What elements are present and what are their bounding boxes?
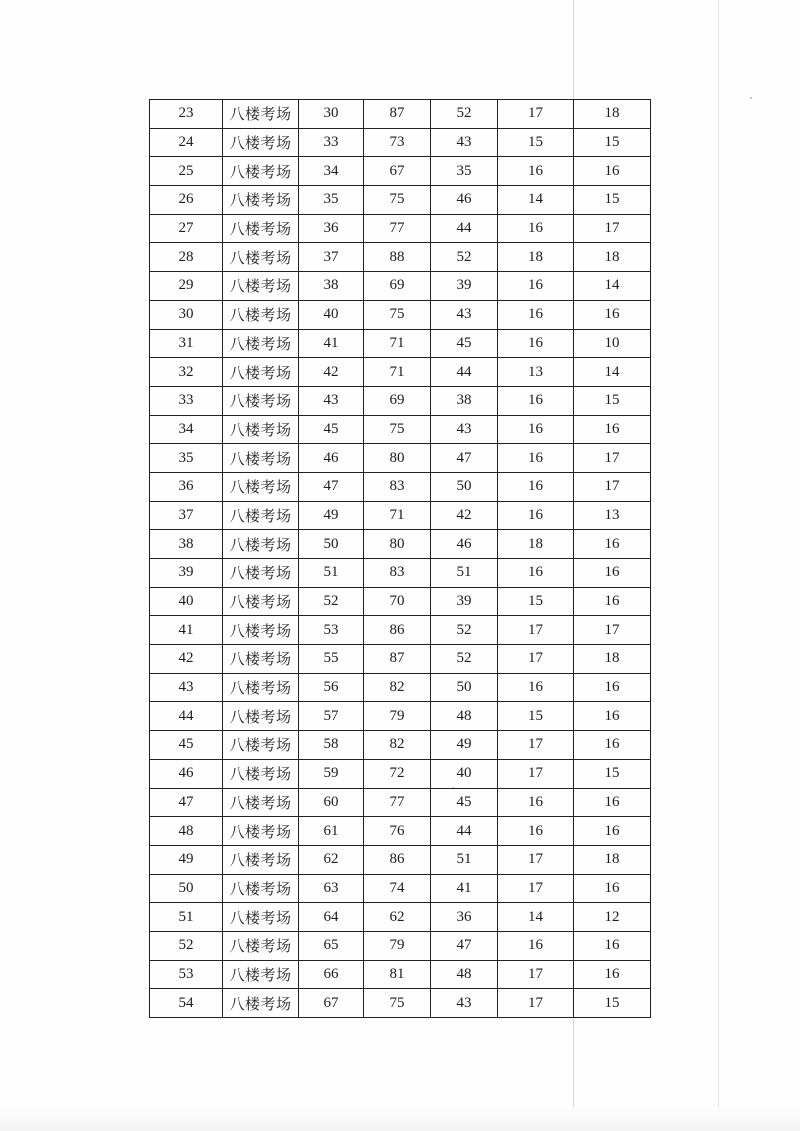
seat-number-cell: 35 [299, 186, 364, 215]
table-row [150, 903, 651, 932]
score-1-cell: 52 [431, 645, 498, 674]
total-score-cell: 73 [364, 128, 431, 157]
score-3-cell: 16 [574, 157, 651, 186]
total-score-cell: 71 [364, 329, 431, 358]
score-table [149, 99, 651, 1018]
row-number-cell: 46 [150, 759, 223, 788]
score-2-cell: 17 [498, 960, 574, 989]
seat-number-cell: 61 [299, 817, 364, 846]
score-2-cell: 15 [498, 128, 574, 157]
table-row [150, 702, 651, 731]
score-1-cell: 35 [431, 157, 498, 186]
score-1-cell: 44 [431, 817, 498, 846]
venue-cell: 八楼考场 [223, 559, 299, 588]
venue-cell: 八楼考场 [223, 472, 299, 501]
score-1-cell: 45 [431, 788, 498, 817]
total-score-cell: 83 [364, 472, 431, 501]
row-number-cell: 48 [150, 817, 223, 846]
total-score-cell: 79 [364, 931, 431, 960]
score-2-cell: 16 [498, 817, 574, 846]
score-1-cell: 38 [431, 386, 498, 415]
table-row [150, 186, 651, 215]
score-2-cell: 16 [498, 272, 574, 301]
score-1-cell: 50 [431, 673, 498, 702]
row-number-cell: 54 [150, 989, 223, 1018]
score-1-cell: 51 [431, 559, 498, 588]
score-3-cell: 15 [574, 759, 651, 788]
score-2-cell: 15 [498, 587, 574, 616]
table-row [150, 157, 651, 186]
row-number-cell: 39 [150, 559, 223, 588]
total-score-cell: 80 [364, 444, 431, 473]
total-score-cell: 75 [364, 415, 431, 444]
score-1-cell: 36 [431, 903, 498, 932]
row-number-cell: 41 [150, 616, 223, 645]
table-row [150, 874, 651, 903]
venue-cell: 八楼考场 [223, 100, 299, 129]
table-row [150, 759, 651, 788]
score-2-cell: 17 [498, 100, 574, 129]
score-1-cell: 42 [431, 501, 498, 530]
total-score-cell: 83 [364, 559, 431, 588]
total-score-cell: 87 [364, 100, 431, 129]
venue-cell: 八楼考场 [223, 731, 299, 760]
seat-number-cell: 49 [299, 501, 364, 530]
total-score-cell: 69 [364, 386, 431, 415]
score-3-cell: 13 [574, 501, 651, 530]
table-row [150, 501, 651, 530]
score-2-cell: 18 [498, 530, 574, 559]
seat-number-cell: 56 [299, 673, 364, 702]
venue-cell: 八楼考场 [223, 960, 299, 989]
score-1-cell: 43 [431, 300, 498, 329]
total-score-cell: 75 [364, 989, 431, 1018]
score-1-cell: 45 [431, 329, 498, 358]
venue-cell: 八楼考场 [223, 358, 299, 387]
score-2-cell: 16 [498, 214, 574, 243]
score-2-cell: 18 [498, 243, 574, 272]
row-number-cell: 53 [150, 960, 223, 989]
total-score-cell: 77 [364, 214, 431, 243]
venue-cell: 八楼考场 [223, 300, 299, 329]
score-2-cell: 17 [498, 759, 574, 788]
seat-number-cell: 53 [299, 616, 364, 645]
total-score-cell: 81 [364, 960, 431, 989]
score-2-cell: 16 [498, 931, 574, 960]
row-number-cell: 40 [150, 587, 223, 616]
seat-number-cell: 52 [299, 587, 364, 616]
venue-cell: 八楼考场 [223, 214, 299, 243]
score-3-cell: 18 [574, 100, 651, 129]
score-3-cell: 16 [574, 931, 651, 960]
total-score-cell: 82 [364, 731, 431, 760]
score-3-cell: 16 [574, 530, 651, 559]
score-1-cell: 43 [431, 415, 498, 444]
row-number-cell: 33 [150, 386, 223, 415]
table-row [150, 243, 651, 272]
score-3-cell: 17 [574, 616, 651, 645]
venue-cell: 八楼考场 [223, 587, 299, 616]
score-1-cell: 44 [431, 214, 498, 243]
score-2-cell: 13 [498, 358, 574, 387]
score-3-cell: 17 [574, 444, 651, 473]
score-2-cell: 14 [498, 903, 574, 932]
row-number-cell: 23 [150, 100, 223, 129]
score-1-cell: 48 [431, 702, 498, 731]
table-row [150, 386, 651, 415]
table-row [150, 788, 651, 817]
score-1-cell: 39 [431, 272, 498, 301]
score-3-cell: 14 [574, 272, 651, 301]
total-score-cell: 75 [364, 186, 431, 215]
score-3-cell: 18 [574, 845, 651, 874]
seat-number-cell: 37 [299, 243, 364, 272]
seat-number-cell: 41 [299, 329, 364, 358]
row-number-cell: 30 [150, 300, 223, 329]
score-2-cell: 16 [498, 386, 574, 415]
score-2-cell: 16 [498, 673, 574, 702]
row-number-cell: 26 [150, 186, 223, 215]
seat-number-cell: 45 [299, 415, 364, 444]
venue-cell: 八楼考场 [223, 874, 299, 903]
score-2-cell: 16 [498, 501, 574, 530]
total-score-cell: 69 [364, 272, 431, 301]
table-row [150, 530, 651, 559]
table-row [150, 358, 651, 387]
table-row [150, 329, 651, 358]
row-number-cell: 44 [150, 702, 223, 731]
venue-cell: 八楼考场 [223, 415, 299, 444]
seat-number-cell: 60 [299, 788, 364, 817]
seat-number-cell: 58 [299, 731, 364, 760]
score-2-cell: 17 [498, 989, 574, 1018]
score-2-cell: 16 [498, 415, 574, 444]
total-score-cell: 75 [364, 300, 431, 329]
venue-cell: 八楼考场 [223, 817, 299, 846]
seat-number-cell: 30 [299, 100, 364, 129]
row-number-cell: 31 [150, 329, 223, 358]
venue-cell: 八楼考场 [223, 931, 299, 960]
total-score-cell: 79 [364, 702, 431, 731]
score-1-cell: 52 [431, 243, 498, 272]
score-1-cell: 43 [431, 128, 498, 157]
total-score-cell: 71 [364, 501, 431, 530]
score-3-cell: 16 [574, 300, 651, 329]
table-row [150, 444, 651, 473]
venue-cell: 八楼考场 [223, 444, 299, 473]
seat-number-cell: 65 [299, 931, 364, 960]
scan-edge-shadow [0, 1108, 800, 1131]
table-row [150, 817, 651, 846]
score-3-cell: 16 [574, 559, 651, 588]
score-3-cell: 15 [574, 989, 651, 1018]
venue-cell: 八楼考场 [223, 501, 299, 530]
score-1-cell: 44 [431, 358, 498, 387]
seat-number-cell: 62 [299, 845, 364, 874]
venue-cell: 八楼考场 [223, 845, 299, 874]
total-score-cell: 86 [364, 616, 431, 645]
score-3-cell: 14 [574, 358, 651, 387]
table-row [150, 415, 651, 444]
table-row [150, 673, 651, 702]
score-1-cell: 40 [431, 759, 498, 788]
table-row [150, 587, 651, 616]
venue-cell: 八楼考场 [223, 186, 299, 215]
score-3-cell: 16 [574, 817, 651, 846]
seat-number-cell: 57 [299, 702, 364, 731]
row-number-cell: 36 [150, 472, 223, 501]
table-row [150, 100, 651, 129]
venue-cell: 八楼考场 [223, 702, 299, 731]
score-3-cell: 18 [574, 243, 651, 272]
score-2-cell: 16 [498, 329, 574, 358]
row-number-cell: 37 [150, 501, 223, 530]
score-3-cell: 16 [574, 702, 651, 731]
score-2-cell: 17 [498, 731, 574, 760]
score-3-cell: 16 [574, 415, 651, 444]
venue-cell: 八楼考场 [223, 128, 299, 157]
score-2-cell: 17 [498, 616, 574, 645]
seat-number-cell: 64 [299, 903, 364, 932]
table-row [150, 960, 651, 989]
score-3-cell: 17 [574, 214, 651, 243]
score-1-cell: 43 [431, 989, 498, 1018]
venue-cell: 八楼考场 [223, 788, 299, 817]
seat-number-cell: 46 [299, 444, 364, 473]
seat-number-cell: 38 [299, 272, 364, 301]
seat-number-cell: 43 [299, 386, 364, 415]
table-row [150, 931, 651, 960]
row-number-cell: 25 [150, 157, 223, 186]
score-2-cell: 16 [498, 472, 574, 501]
score-3-cell: 16 [574, 960, 651, 989]
score-2-cell: 16 [498, 300, 574, 329]
total-score-cell: 88 [364, 243, 431, 272]
seat-number-cell: 63 [299, 874, 364, 903]
total-score-cell: 71 [364, 358, 431, 387]
venue-cell: 八楼考场 [223, 272, 299, 301]
row-number-cell: 38 [150, 530, 223, 559]
seat-number-cell: 50 [299, 530, 364, 559]
total-score-cell: 77 [364, 788, 431, 817]
row-number-cell: 27 [150, 214, 223, 243]
score-1-cell: 48 [431, 960, 498, 989]
score-2-cell: 17 [498, 645, 574, 674]
seat-number-cell: 51 [299, 559, 364, 588]
row-number-cell: 42 [150, 645, 223, 674]
venue-cell: 八楼考场 [223, 530, 299, 559]
score-2-cell: 16 [498, 444, 574, 473]
seat-number-cell: 40 [299, 300, 364, 329]
score-1-cell: 50 [431, 472, 498, 501]
table-row [150, 472, 651, 501]
score-2-cell: 17 [498, 874, 574, 903]
table-row [150, 989, 651, 1018]
table-body [150, 100, 651, 1018]
total-score-cell: 76 [364, 817, 431, 846]
score-3-cell: 15 [574, 186, 651, 215]
row-number-cell: 32 [150, 358, 223, 387]
seat-number-cell: 42 [299, 358, 364, 387]
score-1-cell: 41 [431, 874, 498, 903]
table-row [150, 128, 651, 157]
score-3-cell: 16 [574, 731, 651, 760]
venue-cell: 八楼考场 [223, 616, 299, 645]
row-number-cell: 47 [150, 788, 223, 817]
venue-cell: 八楼考场 [223, 989, 299, 1018]
score-1-cell: 47 [431, 931, 498, 960]
table-row [150, 214, 651, 243]
row-number-cell: 45 [150, 731, 223, 760]
row-number-cell: 34 [150, 415, 223, 444]
seat-number-cell: 34 [299, 157, 364, 186]
score-3-cell: 12 [574, 903, 651, 932]
score-1-cell: 47 [431, 444, 498, 473]
score-1-cell: 49 [431, 731, 498, 760]
seat-number-cell: 67 [299, 989, 364, 1018]
venue-cell: 八楼考场 [223, 759, 299, 788]
score-1-cell: 39 [431, 587, 498, 616]
total-score-cell: 80 [364, 530, 431, 559]
row-number-cell: 51 [150, 903, 223, 932]
table-row [150, 616, 651, 645]
table-row [150, 559, 651, 588]
total-score-cell: 72 [364, 759, 431, 788]
score-3-cell: 17 [574, 472, 651, 501]
row-number-cell: 28 [150, 243, 223, 272]
score-2-cell: 14 [498, 186, 574, 215]
page-fold-line [718, 0, 719, 1131]
table-row [150, 272, 651, 301]
table-row [150, 300, 651, 329]
score-3-cell: 16 [574, 788, 651, 817]
table-row [150, 645, 651, 674]
score-1-cell: 46 [431, 530, 498, 559]
total-score-cell: 82 [364, 673, 431, 702]
score-2-cell: 16 [498, 788, 574, 817]
venue-cell: 八楼考场 [223, 329, 299, 358]
score-2-cell: 16 [498, 157, 574, 186]
seat-number-cell: 36 [299, 214, 364, 243]
seat-number-cell: 55 [299, 645, 364, 674]
score-3-cell: 15 [574, 128, 651, 157]
seat-number-cell: 47 [299, 472, 364, 501]
score-2-cell: 15 [498, 702, 574, 731]
total-score-cell: 86 [364, 845, 431, 874]
score-1-cell: 51 [431, 845, 498, 874]
score-2-cell: 17 [498, 845, 574, 874]
score-1-cell: 46 [431, 186, 498, 215]
venue-cell: 八楼考场 [223, 157, 299, 186]
row-number-cell: 24 [150, 128, 223, 157]
row-number-cell: 49 [150, 845, 223, 874]
score-3-cell: 16 [574, 587, 651, 616]
venue-cell: 八楼考场 [223, 903, 299, 932]
row-number-cell: 29 [150, 272, 223, 301]
score-1-cell: 52 [431, 100, 498, 129]
table-row [150, 731, 651, 760]
row-number-cell: 35 [150, 444, 223, 473]
venue-cell: 八楼考场 [223, 386, 299, 415]
venue-cell: 八楼考场 [223, 673, 299, 702]
table-row [150, 845, 651, 874]
seat-number-cell: 66 [299, 960, 364, 989]
row-number-cell: 43 [150, 673, 223, 702]
score-3-cell: 16 [574, 874, 651, 903]
seat-number-cell: 59 [299, 759, 364, 788]
total-score-cell: 87 [364, 645, 431, 674]
score-1-cell: 52 [431, 616, 498, 645]
total-score-cell: 74 [364, 874, 431, 903]
scan-speck [750, 97, 752, 99]
venue-cell: 八楼考场 [223, 645, 299, 674]
score-3-cell: 18 [574, 645, 651, 674]
venue-cell: 八楼考场 [223, 243, 299, 272]
row-number-cell: 50 [150, 874, 223, 903]
total-score-cell: 67 [364, 157, 431, 186]
total-score-cell: 62 [364, 903, 431, 932]
score-2-cell: 16 [498, 559, 574, 588]
total-score-cell: 70 [364, 587, 431, 616]
score-3-cell: 10 [574, 329, 651, 358]
score-3-cell: 16 [574, 673, 651, 702]
row-number-cell: 52 [150, 931, 223, 960]
score-3-cell: 15 [574, 386, 651, 415]
seat-number-cell: 33 [299, 128, 364, 157]
